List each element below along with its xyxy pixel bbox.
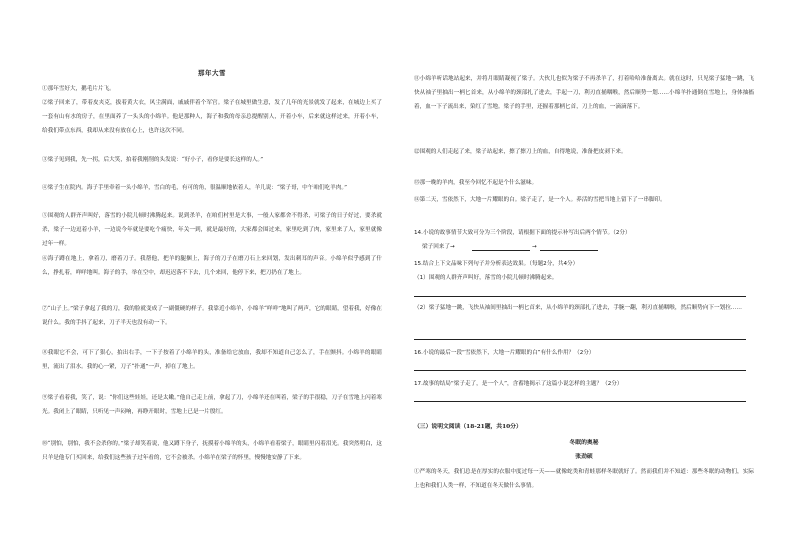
paragraph-11: ⑪小绵羊听话地站起来，并将月眼睛凝视了梁子。大伙儿也似为梁子不再杀羊了，打着哈哈准备离去。就在这时，只见梁子猛地一跳，飞快从袖子里抽出一柄匕首来，从小绵羊的颈部扎了进去，手起一刀，利刃直捅咽喉，然后顺势一划……小绵羊扑通倒在雪地上，身体抽搐着，血一下子流出来，染红了雪地。梁子的手里，还握着那柄匕首，刀上的血，一滴滴落下。 bbox=[414, 76, 754, 111]
answer-line[interactable] bbox=[414, 370, 746, 371]
paragraph-6: ⑥海子蹲在地上，拿着刀，磨着刀子。我帮他，把羊的腿捆上，海子的刀子在磨刀石上来回划，发出刺耳的声音。小绵羊似乎感到了什么，挣扎着，咩咩地叫。海子的手，举在空中，却迟迟落不下去，几个来回，他停下来，把刀扔在了地上。 bbox=[42, 256, 382, 277]
question-14-answer-prefix: 梁子回来了→ bbox=[422, 244, 455, 250]
section-heading: （三）说明文阅读（18-21题，共10分） bbox=[414, 424, 522, 430]
answer-line[interactable] bbox=[414, 401, 746, 402]
paragraph-7: ⑦“山子上。”梁子拿起了我的刀，我的脸就变成了一副僵硬的样子。我靠近小绵羊，小绵羊“咩咩”地叫了两声，它的眼睛，望着我，好像在说什么。我的手抖了起来，刀子半天也没有动一下。 bbox=[42, 306, 382, 327]
answer-line[interactable] bbox=[414, 339, 746, 340]
question-15-item-1: （1）围观的人群齐声叫好，落雪的小院儿顿时沸腾起来。 bbox=[414, 275, 558, 281]
answer-line[interactable] bbox=[540, 250, 598, 251]
paragraph-8: ⑧我眼它不会，可下了狠心，拍出右手，一下子按着了小绵羊的头，准备给它放血，我却不知道自己怎么了，手在颤抖。小绵羊的眼睛里，流出了泪水。我的心一紧，刀子“扑通”一声，掉在了地上。 bbox=[42, 350, 382, 371]
paragraph-13: ⑬那一晚的羊肉，我至今回忆不起是个什么滋味。 bbox=[414, 180, 538, 186]
paragraph-1: ①那年雪好大，鹅毛片片飞。 bbox=[42, 86, 115, 92]
paragraph-14: ⑭第二天，雪依然下，大地一片耀眼的白。梁子走了，是一个人。养活的雪把当地上留下了一串脚印。 bbox=[414, 197, 666, 203]
question-14-arrow: → bbox=[532, 244, 537, 250]
paragraph-2: ②梁子回来了，带着皮夹克，拔着黄大衣，风尘满面，戚戚伴着个军官。梁子在城里做生意，发了几年的光景就发了起来，在城边上买了一套有山有水的房子，在里面养了一头头的小绵羊。他是那种人，海子和我的母亲总提醒别人，开着小车，后来就这样过来，开着小车，给我们带点东西，我却从来没有放在心上，也许这次不同。 bbox=[42, 100, 382, 135]
story-title: 那年大雪 bbox=[198, 69, 226, 77]
article-paragraph-1: ①严寒的冬天，我们总是在厚实的衣服中度过每一天——就像蛇类和青蛙那样冬眠就好了。然而我们并不知道：那些冬眠的动物们，实际上也和我们人类一样，不知道在冬天做什么事情。 bbox=[414, 469, 754, 490]
paragraph-5: ⑤围观的人群齐声叫好，落雪的小院儿顿时沸腾起来。说到杀羊，在咱们村里是大事，一般人家都舍不得杀，可梁子的日子好过，要杀就杀，梁子一边逗着小羊，一边说今年就是要吃个痛快，年关一到，就是最好的，大家都会围过来，家里吃到了肉，家里来了人，家里就像过年一样。 bbox=[42, 213, 382, 248]
paragraph-4: ④梁子生在院内。海子手里牵着一头小绵羊，雪白的毛，有可的角，很温顺地依着人，羊儿说：“梁子哥，中午咱们吃羊肉。” bbox=[42, 185, 347, 191]
question-15-item-2: （2）梁子猛地一跳，飞快从袖间里抽出一柄匕首来，从小绵羊的颈部扎了进去，手腕一翻，利刃直捅咽喉，然后顺势向下一划拉…… bbox=[414, 305, 742, 311]
question-17: 17.故事的结局“梁子走了，是一个人”，含蓄地揭示了这篇小说怎样的主题？（2分） bbox=[414, 381, 623, 387]
question-14: 14.小说的故事情节大致可分为三个阶段，请根据下面的提示补写出后两个情节。（2分） bbox=[414, 230, 631, 236]
article-title: 冬眠的奥秘 bbox=[569, 440, 599, 446]
paragraph-9: ⑨梁子看着我，笑了，说：“你们这些娃娃，还是太嫩。”他自己走上前，拿起了刀，小绵羊还在叫着，梁子的手很稳，刀子在雪地上闪着寒光。我闭上了眼睛，只听见一声闷响，再睁开眼时，雪地上已是一片殷红。 bbox=[42, 395, 382, 416]
answer-line[interactable] bbox=[472, 250, 530, 251]
paragraph-12: ⑫围观的人们走起了来，梁子站起来，擦了擦刀上的血，自得地说，准备把皮剥下来。 bbox=[414, 149, 627, 155]
article-author: 张劲硕 bbox=[575, 454, 593, 460]
paragraph-3: ③梁子见到我，先一拐，后大笑，拍着我刚削的头发说：“好小子，看你是要长这样的人。” bbox=[42, 157, 264, 163]
answer-line[interactable] bbox=[414, 296, 746, 297]
question-15: 15.结合上下文品味下列句子并分析表达效果。（每题2分，共4分） bbox=[414, 261, 579, 267]
question-16: 16.小说的最后一段“雪依然下，大地一片耀眼的白”有什么作用？（2分） bbox=[414, 350, 595, 356]
paragraph-10: ⑩“别怕，别怕，我不会杀你的。”梁子却笑着说，他又蹲下身子，抚摸着小绵羊的头，小绵羊看着梁子，眼睛里闪着泪光。我突然明白，这只羊是他专门买回来，给我们这些孩子过年看的，它不会被杀。小绵羊在梁子的怀里，慢慢地安静了下来。 bbox=[42, 441, 382, 462]
